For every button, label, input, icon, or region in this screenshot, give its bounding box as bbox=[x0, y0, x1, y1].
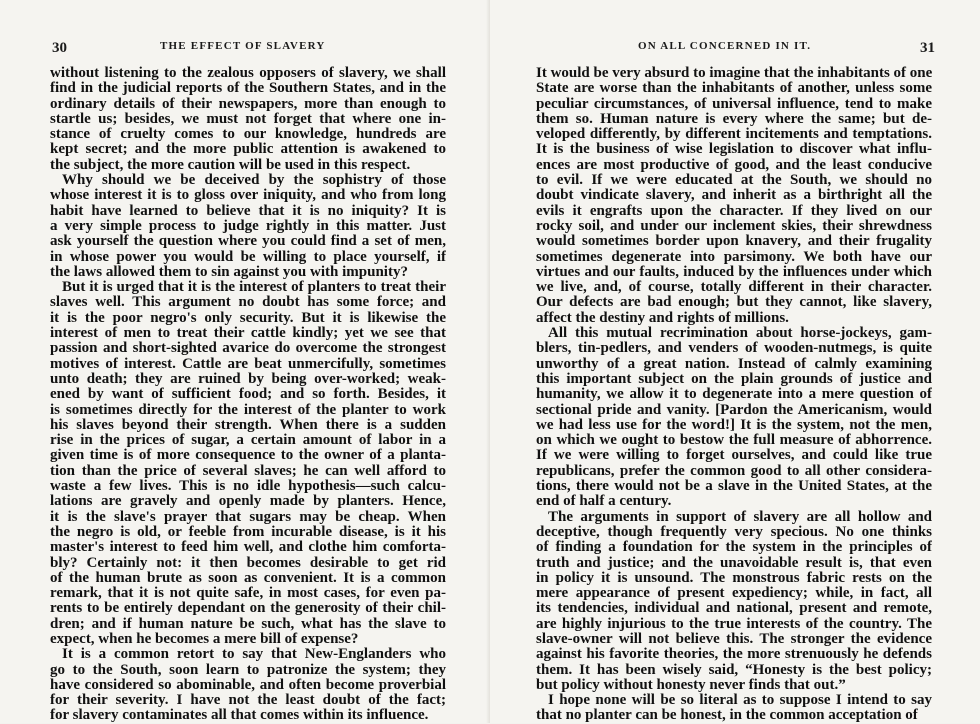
text-line: rents to be entirely dependant on the generosity of their chil- bbox=[50, 601, 446, 617]
text-line: ordinary details of their newspapers, more than enough to bbox=[50, 96, 446, 112]
text-line: habit have learned to believe that it is no iniquity? It is bbox=[50, 203, 446, 219]
text-line: without listening to the zealous opposers of slavery, we shall bbox=[50, 66, 446, 81]
text-line: If we were willing to forget ourselves, and could like true bbox=[536, 448, 932, 464]
text-line: are highly injurious to the true interests of the country. The bbox=[536, 616, 932, 632]
text-line: a very simple process to judge rightly in this matter. Just bbox=[50, 218, 446, 234]
text-line: But it is urged that it is the interest of planters to treat their bbox=[62, 280, 446, 296]
text-line: unto death; they are ruined by being over-worked; weak- bbox=[50, 371, 446, 387]
text-line: tions, there would not be a slave in the United States, at the bbox=[536, 479, 932, 495]
text-line: given time is of more consequence to the owner of a planta- bbox=[50, 448, 446, 464]
text-line: truth and justice; and the unavoidable result is, that even bbox=[536, 555, 932, 571]
text-line: we live, and, of course, totally different in their character. bbox=[536, 280, 932, 296]
text-line: Our defects are bad enough; but they cannot, like slavery, bbox=[536, 295, 932, 311]
text-line: is sometimes directly for the interest of the planter to work bbox=[50, 402, 446, 418]
text-line: tion than the price of several slaves; he can well afford to bbox=[50, 463, 446, 479]
text-line: startle us; besides, we must not forget that where one in- bbox=[50, 111, 446, 127]
text-line: to evil. If we were educated at the South, we should no bbox=[536, 173, 932, 189]
text-line: deceptive, though frequently very specious. No one thinks bbox=[536, 524, 932, 540]
text-line: for slavery contaminates all that comes within its influence. bbox=[50, 708, 429, 724]
text-line: passion and short-sighted avarice do overcome the strongest bbox=[50, 341, 446, 357]
left-running-head: THE EFFECT OF SLAVERY bbox=[160, 40, 326, 52]
text-line: end of half a century. bbox=[536, 494, 672, 510]
text-line: rise in the prices of sugar, a certain amount of labor in a bbox=[50, 433, 446, 449]
text-line: ences are most productive of good, and the least conducive bbox=[536, 157, 932, 173]
right-page-number: 31 bbox=[920, 40, 935, 56]
text-line: waste a few lives. This is no idle hypothesis—such calcu- bbox=[50, 479, 446, 495]
text-line: bly? Certainly not: it then becomes desirable to get rid bbox=[50, 555, 446, 571]
text-line: stance of cruelty comes to our knowledge, hundreds are bbox=[50, 127, 446, 143]
left-page bbox=[0, 0, 490, 723]
text-line: blers, tin-pedlers, and venders of wooden-nutmegs, is quite bbox=[536, 341, 932, 357]
text-line: republicans, prefer the common good to all other considera- bbox=[536, 463, 932, 479]
text-line: it is the slave's prayer that sugars may be cheap. When bbox=[50, 509, 446, 525]
text-line: on which we ought to bestow the full measure of abhorrence. bbox=[536, 433, 932, 449]
text-line: of the human brute as soon as convenient. It is a common bbox=[50, 570, 446, 586]
text-line: that no planter can be honest, in the common acceptation of bbox=[536, 708, 918, 724]
text-line: interest of men to treat their cattle kindly; yet we see that bbox=[50, 326, 446, 342]
text-line: its tendencies, individual and national, present and remote, bbox=[536, 601, 932, 617]
text-line: unworthy of a great nation. Instead of calmly examining bbox=[536, 356, 932, 372]
text-line: but policy without honesty never finds that out.” bbox=[536, 677, 846, 693]
text-line: find in the judicial reports of the Southern States, and in the bbox=[50, 81, 446, 97]
text-line: evils it engrafts upon the character. If they lived on our bbox=[536, 203, 932, 219]
text-line: All this mutual recrimination about horse-jockeys, gam- bbox=[548, 326, 932, 342]
text-line: this important subject on the plain grounds of justice and bbox=[536, 371, 932, 387]
text-line: it is the poor negro's only security. But it is likewise the bbox=[50, 310, 446, 326]
text-line: It is the business of wise legislation to discover what influ- bbox=[536, 142, 932, 158]
text-line: affect the destiny and rights of millions. bbox=[536, 310, 789, 326]
text-line: the subject, the more caution will be used in this respect. bbox=[50, 157, 411, 173]
right-page-text bbox=[536, 66, 932, 724]
text-line: The arguments in support of slavery are all hollow and bbox=[548, 509, 932, 525]
text-line: rocky soil, and under our inclement skies, their shrewdness bbox=[536, 218, 932, 234]
text-line: his slaves beyond their strength. When there is a sudden bbox=[50, 417, 446, 433]
right-page bbox=[490, 0, 980, 723]
text-line: dren; and if human nature be such, what has the slave to bbox=[50, 616, 446, 632]
text-line: sectional pride and vanity. [Pardon the Americanism, would bbox=[536, 402, 932, 418]
text-line: would sometimes border upon knavery, and their frugality bbox=[536, 234, 932, 250]
right-running-head: ON ALL CONCERNED IN IT. bbox=[638, 40, 812, 52]
text-line: master's interest to feed him well, and clothe him comforta- bbox=[50, 540, 446, 556]
text-line: mere appearance of present expediency; while, in fact, all bbox=[536, 586, 932, 602]
text-line: veloped differently, by different incitements and temptations. bbox=[536, 127, 932, 143]
text-line: whose interest it is to gloss over iniquity, and who from long bbox=[50, 188, 446, 204]
text-line: in policy it is unsound. The monstrous fabric rests on the bbox=[536, 570, 932, 586]
text-line: for their severity. I have not the least doubt of the fact; bbox=[50, 693, 446, 709]
text-line: peculiar circumstances, of universal influence, tend to make bbox=[536, 96, 932, 112]
text-line: kept secret; and the more public attention is awakened to bbox=[50, 142, 446, 158]
text-line: of finding a foundation for the system in the principles of bbox=[536, 540, 932, 556]
text-line: have considered so abominable, and often become proverbial bbox=[50, 677, 446, 693]
text-line: the negro is old, or feeble from incurable disease, is it his bbox=[50, 524, 446, 540]
text-line: Why should we be deceived by the sophistry of those bbox=[62, 173, 446, 189]
text-line: them. It has been wisely said, “Honesty is the best policy; bbox=[536, 662, 932, 678]
text-line: sometimes degenerate into parsimony. We both have our bbox=[536, 249, 932, 265]
left-page-number: 30 bbox=[52, 40, 67, 56]
text-line: It would be very absurd to imagine that the inhabitants of one bbox=[536, 66, 932, 81]
text-line: expect, when he becomes a mere bill of expense? bbox=[50, 631, 359, 647]
text-line: I hope none will be so literal as to suppose I intend to say bbox=[548, 693, 932, 709]
text-line: the laws allowed them to sin against you with impunity? bbox=[50, 264, 408, 280]
text-line: motives of interest. Cattle are beat unmercifully, sometimes bbox=[50, 356, 446, 372]
text-line: in whose power you would be willing to place yourself, if bbox=[50, 249, 446, 265]
text-line: humanity, we allow it to degenerate into a mere question of bbox=[536, 387, 932, 403]
text-line: doubt vindicate slavery, and inherit as a birthright all the bbox=[536, 188, 932, 204]
text-line: slave-owner will not believe this. The stronger the evidence bbox=[536, 631, 932, 647]
text-line: we had less use for the word!] It is the system, not the men, bbox=[536, 417, 932, 433]
left-page-text bbox=[50, 66, 446, 724]
text-line: slaves well. This argument no doubt has some force; and bbox=[50, 295, 446, 311]
text-line: State are worse than the inhabitants of another, unless some bbox=[536, 81, 932, 97]
text-line: It is a common retort to say that New-Englanders who bbox=[62, 647, 446, 663]
text-line: ened by want of sufficient food; and so forth. Besides, it bbox=[50, 387, 446, 403]
text-line: virtues and our faults, induced by the influences under which bbox=[536, 264, 932, 280]
text-line: go to the South, soon learn to patronize the system; they bbox=[50, 662, 446, 678]
text-line: them so. Human nature is every where the same; but de- bbox=[536, 111, 932, 127]
text-line: remark, that it is not quite safe, in most cases, for even pa- bbox=[50, 586, 446, 602]
text-line: against his favorite theories, the more strenuously he defends bbox=[536, 647, 932, 663]
text-line: ask yourself the question where you could find a set of men, bbox=[50, 234, 446, 250]
text-line: lations are gravely and openly made by planters. Hence, bbox=[50, 494, 446, 510]
